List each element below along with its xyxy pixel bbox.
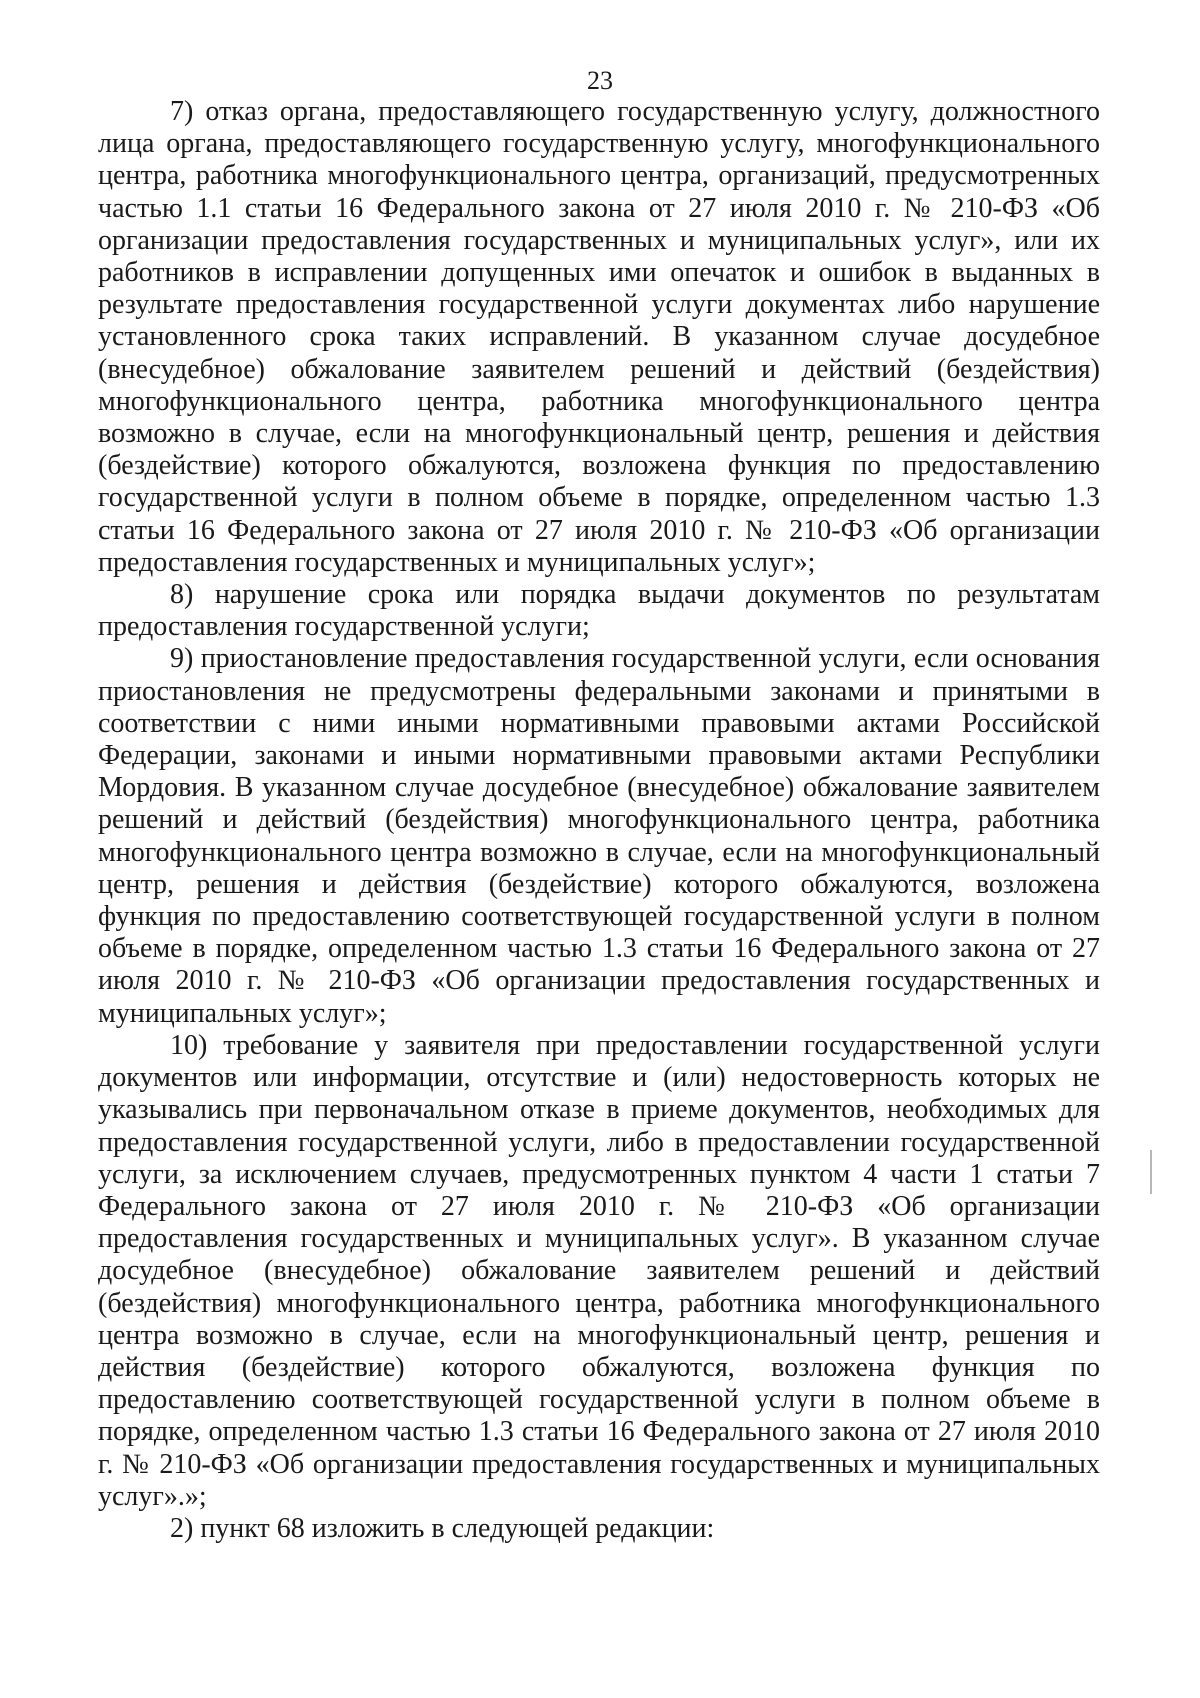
paragraph-item-7: 7) отказ органа, предоставляющего государственную услугу, должностного лица органа, предоставляющего государственную услугу, многофункционального центра, работника многофункционального центра, организаций, предусмотренных частью 1.1 статьи 16 Федерального закона от 27 июля 2010 г. № 210-ФЗ «Об организации предоставления государственных и муниципальных услуг», или их работников в исправлении допущенных ими опечаток и ошибок в выданных в результате предоставления государственной услуги документах либо нарушение установленного срока таких исправлений. В указанном случае досудебное (внесудебное) обжалование заявителем решений и действий (бездействия) многофункционального центра, работника многофункционального центра возможно в случае, если на многофункциональный центр, решения и действия (бездействие) которого обжалуются, возложена функция по предоставлению государственной услуги в полном объеме в порядке, определенном частью 1.3 статьи 16 Федерального закона от 27 июля 2010 г. № 210-ФЗ «Об организации предоставления государственных и муниципальных услуг»; — [98, 96, 1100, 578]
page-number: 23 — [587, 66, 613, 95]
paragraph-item-9: 9) приостановление предоставления государственной услуги, если основания приостановления не предусмотрены федеральными законами и принятыми в соответствии с ними иными нормативными правовыми актами Российской Федерации, законами и иными нормативными правовыми актами Республики Мордовия. В указанном случае досудебное (внесудебное) обжалование заявителем решений и действий (бездействия) многофункционального центра, работника многофункционального центра возможно в случае, если на многофункциональный центр, решения и действия (бездействие) которого обжалуются, возложена функция по предоставлению соответствующей государственной услуги в полном объеме в порядке, определенном частью 1.3 статьи 16 Федерального закона от 27 июля 2010 г. № 210-ФЗ «Об организации предоставления государственных и муниципальных услуг»; — [98, 643, 1100, 1029]
document-body — [98, 96, 1100, 1545]
scan-artifact-mark — [1150, 1150, 1152, 1194]
paragraph-item-10: 10) требование у заявителя при предоставлении государственной услуги документов или информации, отсутствие и (или) недостоверность которых не указывались при первоначальном отказе в приеме документов, необходимых для предоставления государственной услуги, либо в предоставлении государственной услуги, за исключением случаев, предусмотренных пунктом 4 части 1 статьи 7 Федерального закона от 27 июля 2010 г. № 210-ФЗ «Об организации предоставления государственных и муниципальных услуг». В указанном случае досудебное (внесудебное) обжалование заявителем решений и действий (бездействия) многофункционального центра, работника многофункционального центра возможно в случае, если на многофункциональный центр, решения и действия (бездействие) которого обжалуются, возложена функция по предоставлению соответствующей государственной услуги в полном объеме в порядке, определенном частью 1.3 статьи 16 Федерального закона от 27 июля 2010 г. № 210-ФЗ «Об организации предоставления государственных и муниципальных услуг».»; — [98, 1029, 1100, 1512]
paragraph-item-8: 8) нарушение срока или порядка выдачи документов по результатам предоставления государственной услуги; — [98, 579, 1100, 643]
paragraph-amendment-2: 2) пункт 68 изложить в следующей редакции: — [170, 1512, 715, 1544]
